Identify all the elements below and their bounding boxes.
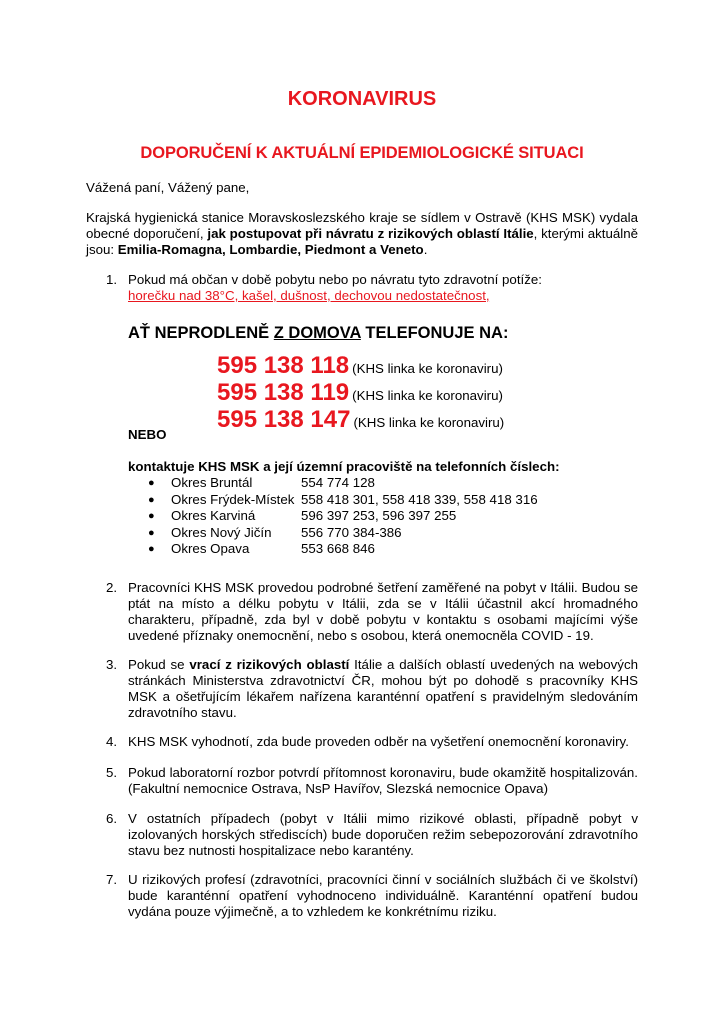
district-phone[interactable]: 553 668 846 bbox=[301, 541, 375, 556]
or-label: NEBO bbox=[128, 427, 167, 442]
district-name: Okres Opava bbox=[171, 541, 250, 556]
item-1-text bbox=[128, 272, 638, 304]
list-item-6 bbox=[86, 811, 638, 859]
call-pre: AŤ NEPRODLENĚ bbox=[128, 324, 274, 342]
item-6-text: V ostatních případech (pobyt v Itálii mimo rizikové oblasti, případně pobyt v izolovaných horských střediscích) bude doporučen režim sebepozorování zdravotního stavu bez nutnosti hospitalizace nebo karantény. bbox=[128, 811, 638, 858]
greeting: Vážená paní, Vážený pane, bbox=[86, 180, 250, 195]
phone-line-1 bbox=[217, 352, 503, 380]
item-number: 4. bbox=[106, 734, 118, 749]
list-item-3 bbox=[86, 657, 638, 721]
phone-number[interactable]: 595 138 147 bbox=[217, 406, 351, 433]
item-5-text: Pokud laboratorní rozbor potvrdí přítomnost koronaviru, bude okamžitě hospitalizován. (Fakultní nemocnice Ostrava, NsP Havířov, Slezská nemocnice Opava) bbox=[128, 765, 638, 796]
item-number: 2. bbox=[106, 580, 118, 595]
phone-label: (KHS linka ke koronaviru) bbox=[352, 388, 503, 403]
item-number: 3. bbox=[106, 657, 118, 672]
phone-number[interactable]: 595 138 119 bbox=[217, 379, 350, 406]
item-3-text bbox=[128, 657, 638, 721]
document-title: KORONAVIRUS bbox=[287, 88, 437, 110]
list-item-1 bbox=[86, 272, 638, 592]
symptoms-text: horečku nad 38°C, kašel, dušnost, dechovou nedostatečnost, bbox=[128, 288, 490, 303]
phone-line-2 bbox=[217, 379, 503, 407]
item-number: 7. bbox=[106, 872, 118, 887]
item-number: 5. bbox=[106, 765, 118, 780]
bullet-icon: ● bbox=[148, 510, 155, 522]
call-instruction bbox=[128, 324, 508, 343]
item-2-text: Pracovníci KHS MSK provedou podrobné šetření zaměřené na pobyt v Itálii. Budou se ptát na místo a délku pobytu v Itálii, zda se v Itálii účastnil akcí hromadného charakteru, případně, zda byl v době pobytu v kontaktu s osobami majícími výše uvedené příznaky onemocnění, nebo s osobou, která onemocněla COVID - 19. bbox=[128, 580, 638, 643]
intro-paragraph bbox=[86, 210, 638, 258]
intro-text-2: , kterými aktuálně jsou: bbox=[86, 226, 638, 257]
district-phone[interactable]: 558 418 301, 558 418 339, 558 418 316 bbox=[301, 491, 538, 507]
item-number: 1. bbox=[106, 272, 118, 287]
item-7-text: U rizikových profesí (zdravotníci, pracovníci činní v sociálních službách či ve školství) bude karanténní opatření vyhodnoceno individuálně. Karanténní opatření budou vydána pouze výjimečně, a to vzhledem ke konkrétnímu riziku. bbox=[128, 872, 638, 919]
district-phone[interactable]: 596 397 253, 596 397 255 bbox=[301, 508, 457, 523]
phone-number[interactable]: 595 138 118 bbox=[217, 352, 350, 379]
call-underlined: Z DOMOVA bbox=[273, 324, 361, 342]
district-name: Okres Bruntál bbox=[171, 475, 253, 490]
call-post: TELEFONUJE NA: bbox=[360, 324, 509, 342]
list-item-2 bbox=[86, 580, 638, 644]
item-3-bold: vrací z rizikových oblastí bbox=[189, 657, 350, 672]
phone-label: (KHS linka ke koronaviru) bbox=[352, 361, 503, 376]
item-1-intro: Pokud má občan v době pobytu nebo po návratu tyto zdravotní potíže: bbox=[128, 272, 542, 287]
intro-text-1: Krajská hygienická stanice Moravskoslezského kraje se sídlem v Ostravě (KHS MSK) vydala obecné doporučení, bbox=[86, 210, 638, 241]
item-3-text-2: Itálie a dalších oblastí uvedených na webových stránkách Ministerstva zdravotnictví ČR, mohou být po dohodě s pracovníky KHS MSK a ošetřujícím lékařem nařízena karanténní opatření s pravidelným sledováním zdravotního stavu. bbox=[128, 657, 638, 720]
district-name: Okres Nový Jičín bbox=[171, 524, 272, 540]
bullet-icon: ● bbox=[148, 493, 155, 506]
item-number: 6. bbox=[106, 811, 118, 826]
intro-bold-1: jak postupovat při návratu z rizikových oblastí Itálie bbox=[207, 226, 534, 241]
item-3-text-1: Pokud se bbox=[128, 657, 190, 672]
bullet-icon: ● bbox=[148, 477, 155, 489]
document-subtitle: DOPORUČENÍ K AKTUÁLNÍ EPIDEMIOLOGICKÉ SITUACI bbox=[140, 144, 584, 162]
phone-label: (KHS linka ke koronaviru) bbox=[353, 415, 505, 430]
district-phone[interactable]: 556 770 384-386 bbox=[301, 524, 402, 540]
list-item-7 bbox=[86, 872, 638, 920]
bullet-icon: ● bbox=[148, 543, 155, 555]
list-item-5 bbox=[86, 765, 638, 797]
contact-heading: kontaktuje KHS MSK a její územní pracoviště na telefonních číslech: bbox=[128, 459, 560, 474]
intro-text-3: . bbox=[423, 242, 428, 257]
bullet-icon: ● bbox=[148, 526, 155, 539]
phone-line-3 bbox=[217, 406, 504, 434]
district-name: Okres Frýdek-Místek bbox=[171, 491, 295, 507]
district-phone[interactable]: 554 774 128 bbox=[301, 475, 375, 490]
intro-bold-2: Emilia-Romagna, Lombardie, Piedmont a Veneto bbox=[117, 242, 424, 257]
district-name: Okres Karviná bbox=[171, 508, 256, 523]
list-item-4 bbox=[86, 734, 638, 750]
item-4-text: KHS MSK vyhodnotí, zda bude proveden odběr na vyšetření onemocnění koronaviry. bbox=[128, 734, 629, 749]
